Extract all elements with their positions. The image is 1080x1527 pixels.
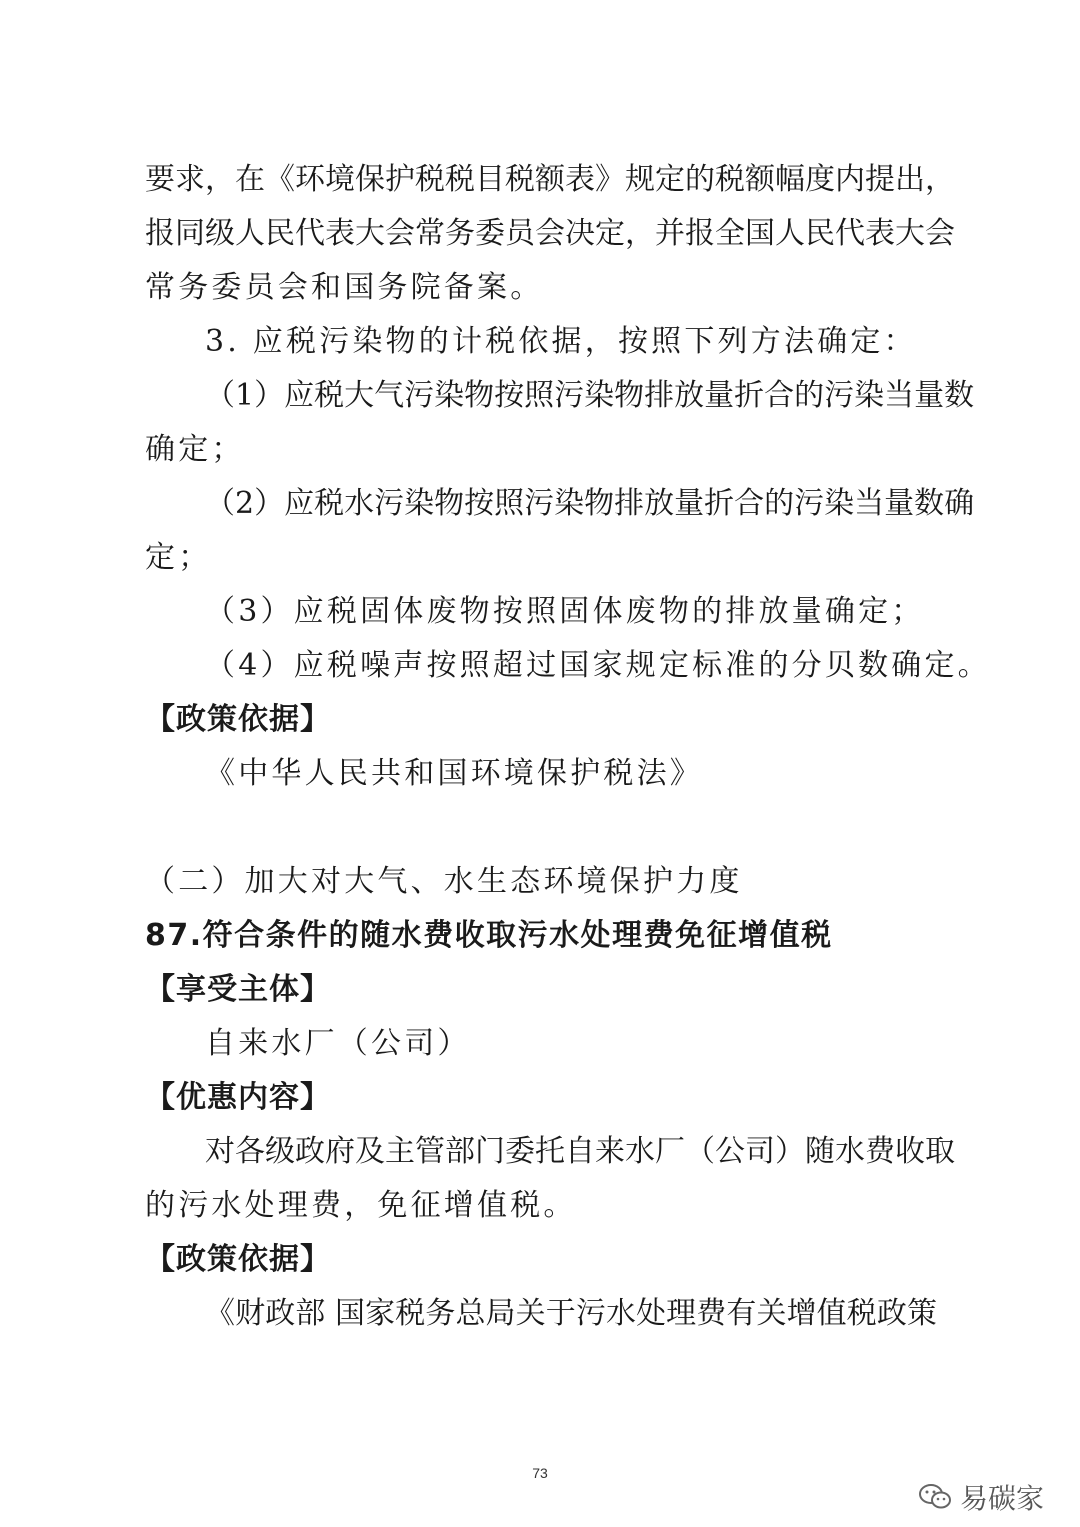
item-heading: 87.符合条件的随水费收取污水处理费免征增值税 — [145, 918, 833, 953]
section-label-benefit: 【优惠内容】 — [145, 1080, 331, 1115]
list-item: （1）应税大气污染物按照污染物排放量折合的污染当量数 — [205, 378, 975, 413]
paragraph-line: 要求，在《环境保护税税目税额表》规定的税额幅度内提出， — [145, 162, 955, 197]
beneficiary-text: 自来水厂（公司） — [205, 1026, 471, 1061]
policy-reference: 《中华人民共和国环境保护税法》 — [205, 756, 703, 791]
wechat-icon — [918, 1482, 952, 1512]
benefit-text: 对各级政府及主管部门委托自来水厂（公司）随水费收取 — [205, 1134, 955, 1169]
section-label-policy-basis: 【政策依据】 — [145, 1242, 331, 1277]
section-label-beneficiary: 【享受主体】 — [145, 972, 331, 1007]
paragraph-line: 报同级人民代表大会常务委员会决定，并报全国人民代表大会 — [145, 216, 955, 251]
benefit-text: 的污水处理费，免征增值税。 — [145, 1188, 577, 1223]
paragraph-line: 定； — [145, 540, 212, 575]
watermark-text: 易碳家 — [959, 1482, 1044, 1515]
subsection-heading: （二）加大对大气、水生态环境保护力度 — [145, 864, 743, 899]
list-item: （3）应税固体废物按照固体废物的排放量确定； — [205, 594, 925, 629]
list-item: （4）应税噪声按照超过国家规定标准的分贝数确定。 — [205, 648, 991, 683]
paragraph-line: 常务委员会和国务院备案。 — [145, 270, 544, 305]
watermark — [918, 1477, 1044, 1517]
section-label-policy-basis: 【政策依据】 — [145, 702, 331, 737]
policy-reference: 《财政部 国家税务总局关于污水处理费有关增值税政策 — [205, 1296, 937, 1331]
paragraph-line: 3. 应税污染物的计税依据，按照下列方法确定： — [205, 324, 917, 359]
page-number: 73 — [532, 1465, 548, 1481]
list-item: （2）应税水污染物按照污染物排放量折合的污染当量数确 — [205, 486, 975, 521]
paragraph-line: 确定； — [145, 432, 245, 467]
